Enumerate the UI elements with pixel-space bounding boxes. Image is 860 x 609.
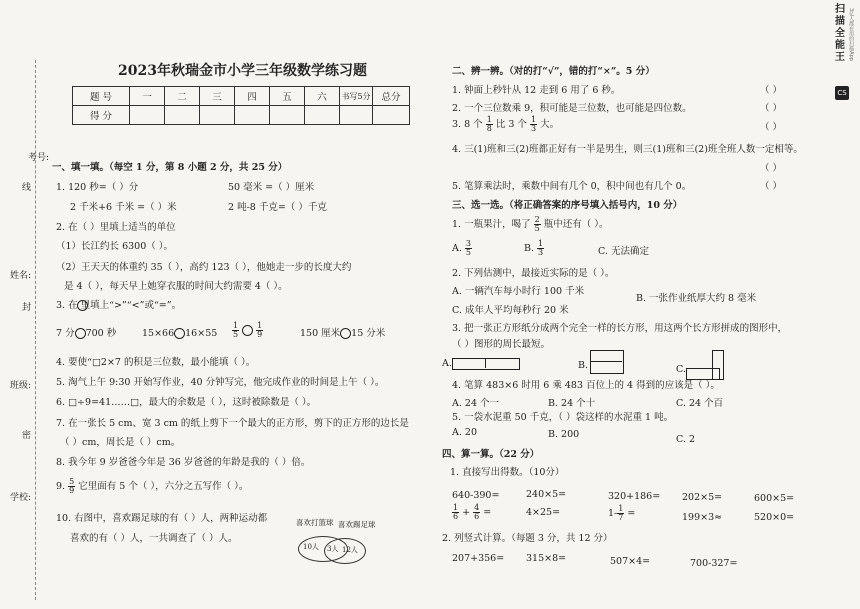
s2-paren-2: （ ） <box>760 103 783 114</box>
s1-q3d: 150 厘米 15 分米 <box>300 328 386 339</box>
s3-q5: 5. 一袋水泥重 50 千克，（ ）袋这样的水泥重 1 吨。 <box>452 412 674 423</box>
score-cell <box>373 106 410 125</box>
shape-a-rect <box>452 358 520 370</box>
score-cell <box>340 106 373 125</box>
calc-10: 520×0= <box>754 512 795 523</box>
s2-q5: 5. 笔算乘法时，乘数中间有几个 0，积中间也有几个 0。 <box>452 181 692 192</box>
score-cell <box>235 106 270 125</box>
s2-paren-3: （ ） <box>760 122 783 133</box>
calc-8: 1- $\frac{1}{7}$ = <box>608 504 636 522</box>
s2-heading: 二、辨一辨。（对的打“√”，错的打“×”。5 分） <box>452 66 655 77</box>
s1-q10b: 喜欢的有（ ）人，一共调查了（ ）人。 <box>70 533 238 544</box>
s1-q7b: （ ）cm，周长是（ ）cm。 <box>60 437 181 448</box>
calc-2: 240×5= <box>526 489 567 500</box>
s2-q4: 4. 三(1)班和三(2)班都正好有一半是男生，则三(1)班和三(2)班全班人数一定相等。 <box>452 144 803 155</box>
s1-q9: 9. $\frac{5}{9}$ 它里面有 5 个（ ），六分之五写作（ ）。 <box>56 477 249 495</box>
score-header: 总分 <box>373 87 410 106</box>
s1-q3c: $\frac{1}{5}$ $\frac{1}{9}$ <box>233 321 263 339</box>
score-table <box>72 86 410 125</box>
score-cell <box>165 106 200 125</box>
calc-5: 600×5= <box>754 493 795 504</box>
s1-q1a: 1. 120 秒=（ ）分 <box>56 182 139 193</box>
s3-q3b: （ ）图形的周长最短。 <box>452 339 551 350</box>
venn-value-c: 12人 <box>342 546 358 554</box>
s2-q2: 2. 一个三位数乘 9，积可能是三位数，也可能是四位数。 <box>452 103 692 114</box>
calc-7: 4×25= <box>526 507 561 518</box>
s1-q2a: （1）长江约长 6300（ ）。 <box>56 241 174 252</box>
calc-3: 320+186= <box>608 491 661 502</box>
venn-value-b: 3人 <box>327 545 339 553</box>
s1-q10a: 10. 右图中，喜欢踢足球的有（ ）人，两种运动都 <box>56 513 268 524</box>
vcalc-1: 207+356= <box>452 553 505 564</box>
vcalc-4: 700-327= <box>690 558 738 569</box>
calc-1: 640-390= <box>452 490 500 501</box>
score-cell <box>270 106 305 125</box>
score-cell <box>130 106 165 125</box>
s1-q1d: 2 吨-8 千克=（ ）千克 <box>228 202 327 213</box>
s1-q5: 5. 淘气上午 9:30 开始写作业，40 分钟写完，他完成作业的时间是上午（ ）。 <box>56 377 385 388</box>
s3-q2: 2. 下列估测中，最接近实际的是（ ）。 <box>452 268 615 279</box>
s3-q4B: B. 24 个十 <box>548 398 596 409</box>
s3-q2B: B. 一张作业纸厚大约 8 毫米 <box>636 293 757 304</box>
s3-q2C: C. 成年人平均每秒行 20 米 <box>452 305 569 316</box>
s1-q1b: 50 毫米 =（ ）厘米 <box>228 182 315 193</box>
score-header: 四 <box>235 87 270 106</box>
vcalc-2: 315×8= <box>526 553 567 564</box>
s2-q1: 1. 钟面上秒针从 12 走到 6 用了 6 秒。 <box>452 85 621 96</box>
side-banji: 班级: <box>10 381 32 391</box>
side-kaohao: 考号: <box>28 153 50 163</box>
s1-q7a: 7. 在一张长 5 cm、宽 3 cm 的纸上剪下一个最大的正方形，剪下的正方形的边长是 <box>56 418 409 429</box>
side-xian: 线 <box>22 183 32 193</box>
s3-heading: 三、选一选。（将正确答案的序号填入括号内，10 分） <box>452 200 683 211</box>
s3-q5C: C. 2 <box>676 434 696 445</box>
score-header: 三 <box>200 87 235 106</box>
score-label: 得 分 <box>73 106 130 125</box>
shape-a-divider <box>485 358 486 368</box>
s4-h2: 2. 列竖式计算。（每题 3 分，共 12 分） <box>442 533 613 544</box>
shape-c-right <box>712 350 724 380</box>
s1-q4: 4. 要使“□2×7 的积是三位数，最小能填（ ）。 <box>56 357 256 368</box>
s2-paren-1: （ ） <box>760 85 783 96</box>
s3-q4: 4. 笔算 483×6 时用 6 乘 483 百位上的 4 得到的应该是（ ）。 <box>452 380 720 391</box>
s3-q4A: A. 24 个一 <box>452 398 500 409</box>
s4-h1: 1. 直接写出得数。（10分） <box>450 467 565 478</box>
calc-9: 199×3≈ <box>682 512 723 523</box>
s1-q6: 6. □÷9=41……□，最大的余数是（ ），这时被除数是（ ）。 <box>56 397 317 408</box>
s2-paren-5: （ ） <box>760 181 783 192</box>
binding-line <box>35 60 36 600</box>
s3-q1B: B. $\frac{1}{3}$ <box>524 239 544 257</box>
side-xingming: 姓名: <box>10 271 32 281</box>
score-header: 书写5分 <box>340 87 373 106</box>
score-cell <box>200 106 235 125</box>
s3-q2A: A. 一辆汽车每小时行 100 千米 <box>452 286 585 297</box>
s1-q3: 3. 在 里填上“>”“<”或“=”。 <box>56 300 182 311</box>
s3-q1C: C. 无法确定 <box>598 246 649 257</box>
s1-heading: 一、填一填。（每空 1 分，第 8 小题 2 分，共 25 分） <box>52 162 288 173</box>
scanner-watermark <box>832 4 858 154</box>
s4-heading: 四、算一算。（22 分） <box>442 449 540 460</box>
s1-q2: 2. 在（ ）里填上适当的单位 <box>56 222 176 233</box>
circle-blank-icon <box>77 300 88 311</box>
calc-6: $\frac{1}{6}$ + $\frac{4}{6}$ = <box>453 503 492 521</box>
s3-q5B: B. 200 <box>548 429 580 440</box>
s3-q3a: 3. 把一张正方形纸分成两个完全一样的长方形，用这两个长方形拼成的图形中， <box>452 323 788 334</box>
s3-q3B: B. <box>578 360 589 371</box>
venn-label-right: 喜欢踢足球 <box>338 520 376 529</box>
s3-q5A: A. 20 <box>452 427 477 438</box>
s1-q2b: （2）王天天的体重约 35（ ），高约 123（ ），他她走一步的长度大约 <box>56 262 352 273</box>
score-header: 题 号 <box>73 87 130 106</box>
s2-q3: 3. 8 个 $\frac{1}{8}$ 比 3 个 $\frac{1}{3}$ 大。 <box>452 115 560 133</box>
shape-b-divider <box>590 361 622 362</box>
score-cell <box>305 106 340 125</box>
s3-q3C: C. <box>676 364 686 375</box>
shape-b-rect <box>590 350 624 374</box>
side-xuexiao: 学校: <box>10 493 32 503</box>
s2-paren-4: （ ） <box>760 163 783 174</box>
side-feng: 封 <box>22 303 32 313</box>
calc-4: 202×5= <box>682 492 723 503</box>
side-mi: 密 <box>22 431 32 441</box>
venn-value-a: 10人 <box>303 543 319 551</box>
venn-label-left: 喜欢打篮球 <box>296 518 334 527</box>
s1-q1c: 2 千米+6 千米 =（ ）米 <box>70 202 177 213</box>
s3-q1A: A. $\frac{3}{5}$ <box>452 239 472 257</box>
s3-q3A: A. <box>442 358 452 369</box>
s3-q4C: C. 24 个百 <box>676 398 724 409</box>
vcalc-3: 507×4= <box>610 556 651 567</box>
s1-q2c: 是 4（ ），每天早上她穿衣服的时间大约需要 4（ ）。 <box>64 281 288 292</box>
s3-q1: 1. 一瓶果汁，喝了 $\frac{2}{5}$ 瓶中还有（ ）。 <box>452 215 609 233</box>
s1-q3a: 7 分 700 秒 <box>56 328 117 339</box>
brand-badge-icon: CS <box>835 86 849 100</box>
page-title: 2023年秋瑞金市小学三年级数学练习题 <box>118 63 367 79</box>
score-header: 六 <box>305 87 340 106</box>
score-header: 五 <box>270 87 305 106</box>
s1-q3b: 15×66 16×55 <box>142 328 218 339</box>
score-header: 一 <box>130 87 165 106</box>
brand-tagline: 3亿人都在用的扫描App <box>848 8 854 61</box>
brand-name: 扫描全能王 <box>835 4 845 63</box>
score-header: 二 <box>165 87 200 106</box>
s1-q8: 8. 我今年 9 岁爸爸今年是 36 岁爸爸的年龄是我的（ ）倍。 <box>56 457 311 468</box>
